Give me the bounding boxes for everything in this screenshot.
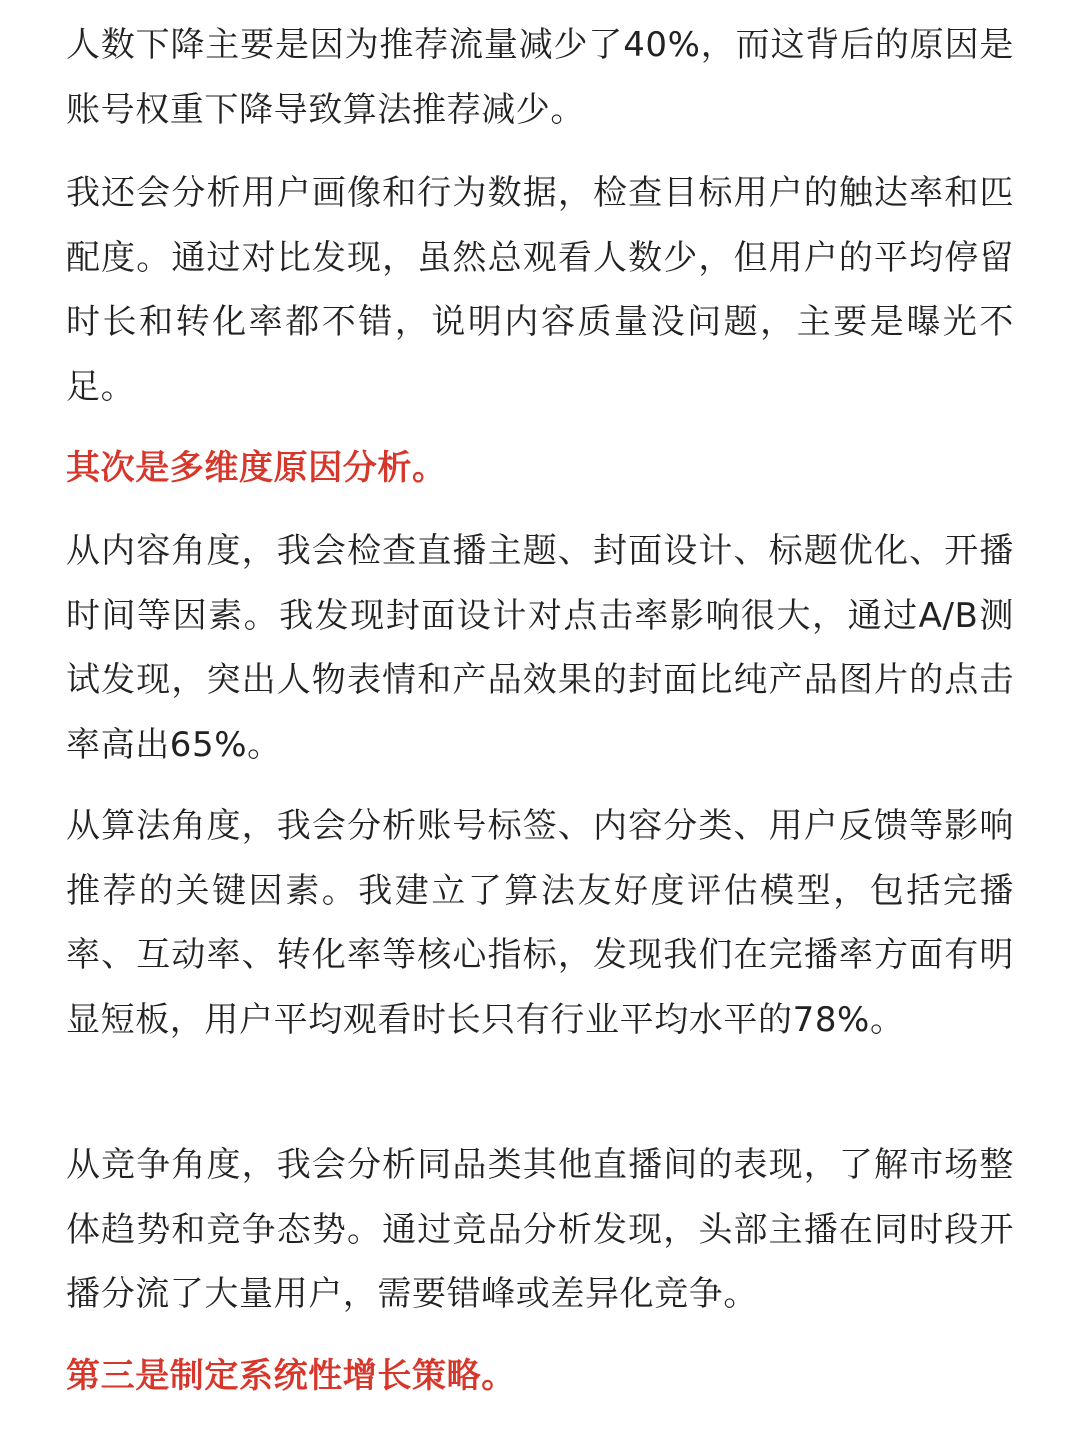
article-paragraph-4: 从算法角度，我会分析账号标签、内容分类、用户反馈等影响推荐的关键因素。我建立了算法友好度评估模型，包括完播率、互动率、转化率等核心指标，发现我们在完播率方面有明显短板，用户平均观看时长只有行业平均水平的78%。 — [66, 806, 1014, 1040]
section-heading-3: 第三是制定系统性增长策略。 — [66, 1356, 516, 1396]
section-heading-2: 其次是多维度原因分析。 — [66, 448, 447, 488]
article-paragraph-1: 人数下降主要是因为推荐流量减少了40%，而这背后的原因是账号权重下降导致算法推荐减少。 — [66, 25, 1014, 130]
article-paragraph-3: 从内容角度，我会检查直播主题、封面设计、标题优化、开播时间等因素。我发现封面设计对点击率影响很大，通过A/B测试发现，突出人物表情和产品效果的封面比纯产品图片的点击率高出65%。 — [66, 531, 1014, 765]
article-paragraph-5: 从竞争角度，我会分析同品类其他直播间的表现，了解市场整体趋势和竞争态势。通过竞品分析发现，头部主播在同时段开播分流了大量用户，需要错峰或差异化竞争。 — [66, 1145, 1014, 1314]
article-paragraph-2: 我还会分析用户画像和行为数据，检查目标用户的触达率和匹配度。通过对比发现，虽然总观看人数少，但用户的平均停留时长和转化率都不错，说明内容质量没问题，主要是曝光不足。 — [66, 173, 1014, 407]
